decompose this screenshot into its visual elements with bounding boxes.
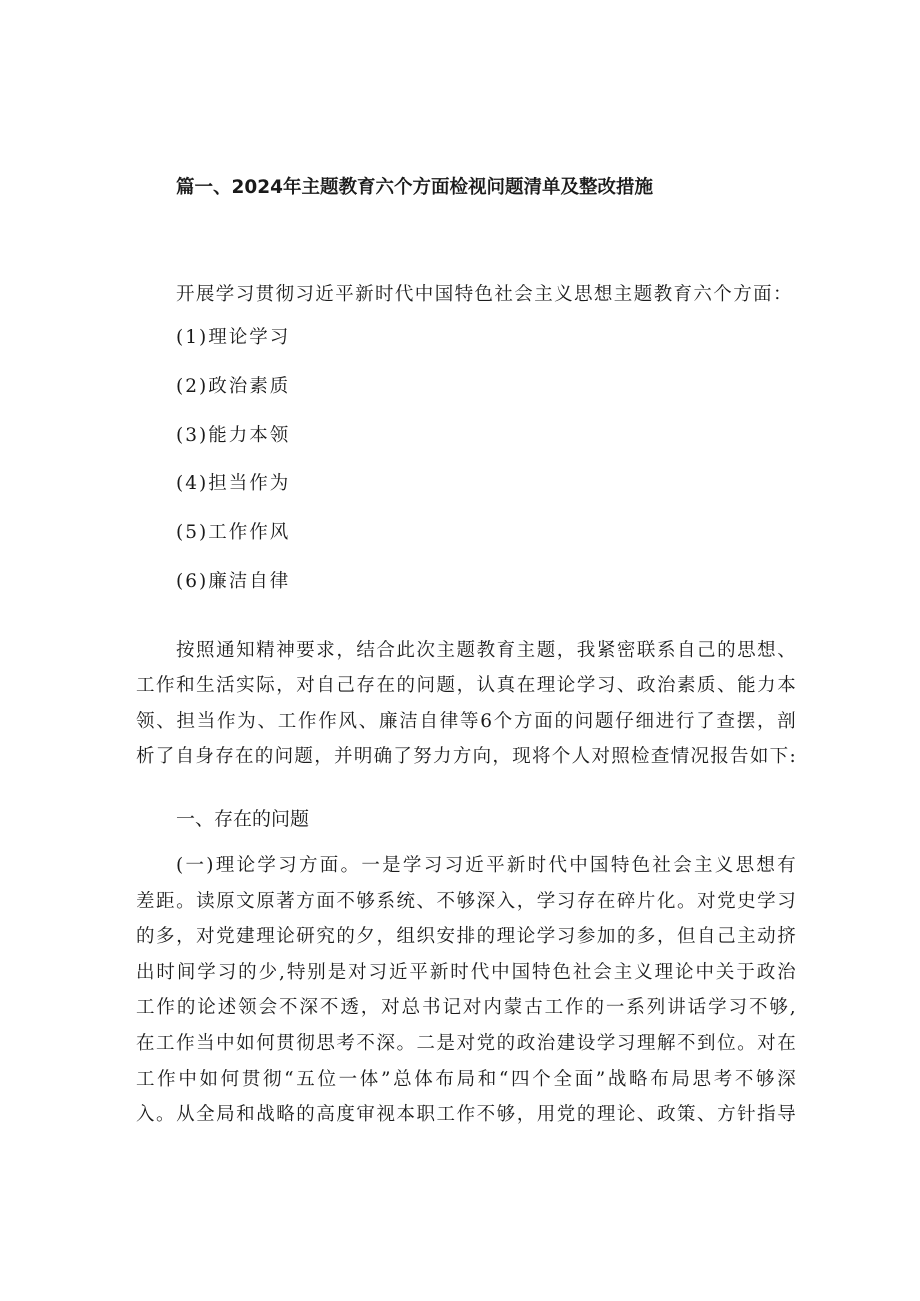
theory-study-paragraph [136, 848, 797, 1133]
paragraph-line: 工作中如何贯彻“五位一体”总体布局和“四个全面”战略布局思考不够深 [136, 1068, 797, 1090]
paragraph-line: 按照通知精神要求，结合此次主题教育主题，我紧密联系自己的思想、 [176, 640, 797, 661]
paragraph-line: 工作和生活实际，对自己存在的问题，认真在理论学习、政治素质、能力本 [136, 675, 797, 697]
paragraph-line: 领、担当作为、工作作风、廉洁自律等6个方面的问题仔细进行了查摆，剖 [136, 710, 797, 732]
document-title: 篇一、2024年主题教育六个方面检视问题清单及整改措施 [176, 177, 653, 198]
intro-sentence: 开展学习贯彻习近平新时代中国特色社会主义思想主题教育六个方面： [176, 284, 793, 305]
aspect-item: (6)廉洁自律 [176, 570, 291, 592]
section-heading-problems: 一、存在的问题 [176, 808, 310, 830]
aspect-item: (3)能力本领 [176, 424, 291, 446]
aspect-item: (5)工作作风 [176, 522, 291, 544]
aspect-item: (1)理论学习 [176, 327, 291, 348]
aspect-list [176, 323, 290, 616]
aspect-item: (4)担当作为 [176, 473, 291, 495]
self-examination-paragraph [136, 633, 797, 775]
paragraph-line: 入。从全局和战略的高度审视本职工作不够，用党的理论、政策、方针指导 [136, 1104, 797, 1126]
paragraph-line: 工作的论述领会不深不透，对总书记对内蒙古工作的一系列讲话学习不够, [136, 997, 797, 1019]
paragraph-line: 出时间学习的少,特别是对习近平新时代中国特色社会主义理论中关于政治 [136, 961, 797, 983]
aspect-item: (2)政治素质 [176, 375, 291, 397]
paragraph-line: 析了自身存在的问题，并明确了努力方向，现将个人对照检查情况报告如下: [136, 746, 797, 768]
paragraph-line: 的多，对党建理论研究的夕，组织安排的理论学习参加的多，但自己主动挤 [136, 926, 797, 948]
paragraph-line: (一)理论学习方面。一是学习习近平新时代中国特色社会主义思想有 [176, 855, 797, 876]
paragraph-line: 在工作当中如何贯彻思考不深。二是对党的政治建设学习理解不到位。对在 [136, 1032, 797, 1054]
paragraph-line: 差距。读原文原著方面不够系统、不够深入，学习存在碎片化。对党史学习 [136, 890, 797, 912]
